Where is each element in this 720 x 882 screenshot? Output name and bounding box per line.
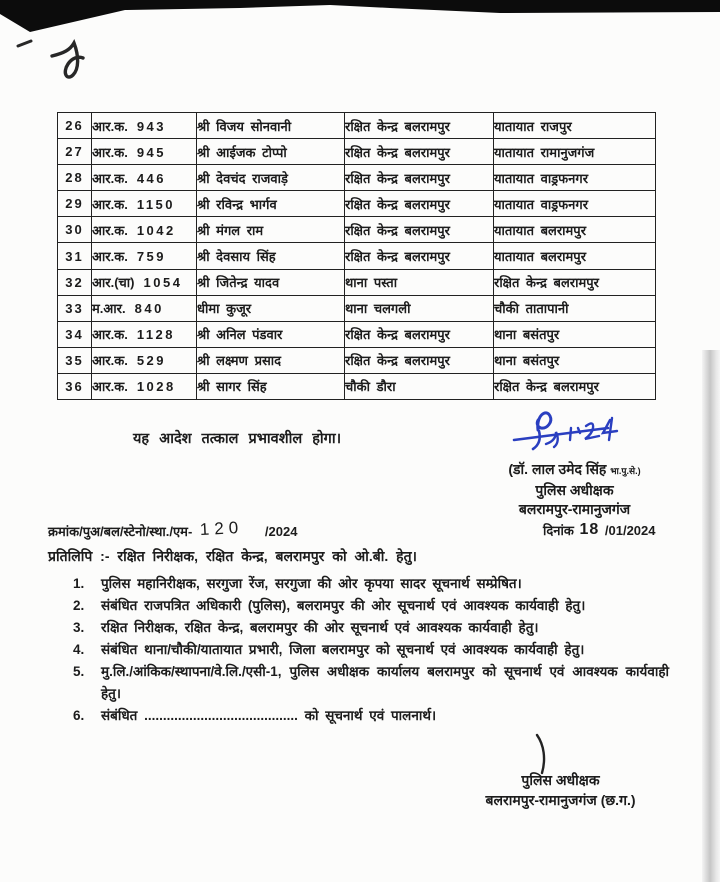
cell-posted-to: यातायात वाड्रफनगर xyxy=(494,191,656,217)
copy-list-item xyxy=(73,705,669,727)
cell-serial: 32 xyxy=(58,269,92,295)
cell-name: श्री अनिल पंडवार xyxy=(197,321,345,347)
reference-prefix: क्रमांक/पुअ/बल/स्टेनो/स्था./एम- xyxy=(48,524,193,539)
cell-posted-to: यातायात राजपुर xyxy=(494,113,656,139)
officer-name-line xyxy=(452,460,697,481)
cell-posted-from: रक्षित केन्द्र बलरामपुर xyxy=(345,243,494,269)
table-row xyxy=(58,165,656,191)
copy-list-item xyxy=(73,661,669,705)
date-line xyxy=(543,521,656,540)
cell-posted-from: रक्षित केन्द्र बलरामपुर xyxy=(345,217,494,243)
handwriting-mark-icon xyxy=(14,30,104,87)
cell-serial: 33 xyxy=(58,295,92,321)
cell-name: श्री देवसाय सिंह xyxy=(197,243,345,269)
copy-item-number: 1. xyxy=(73,576,85,591)
copy-item-number: 3. xyxy=(73,620,85,635)
cell-posted-from: चौकी डौरा xyxy=(345,373,494,399)
copy-item-number: 4. xyxy=(73,642,85,657)
cell-posted-from: थाना पस्ता xyxy=(345,269,494,295)
officer-signature-block xyxy=(452,460,697,519)
copy-list-item xyxy=(73,595,669,617)
cell-posted-to: यातायात बलरामपुर xyxy=(494,243,656,269)
date-day-handwritten: 18 xyxy=(579,521,600,538)
copy-list-item xyxy=(73,573,669,595)
reference-number-handwritten: 120 xyxy=(199,517,244,540)
table-row xyxy=(58,243,656,269)
cell-serial: 29 xyxy=(58,191,92,217)
cell-serial: 30 xyxy=(58,217,92,243)
signature-icon xyxy=(512,408,624,463)
cell-rank-number: आर.क. 1028 xyxy=(92,373,197,399)
scan-edge-top xyxy=(0,0,720,36)
reference-number-line xyxy=(48,517,298,541)
cell-serial: 26 xyxy=(58,113,92,139)
footer-district: बलरामपुर-रामानुजगंज (छ.ग.) xyxy=(485,792,636,808)
table-row xyxy=(58,139,656,165)
cell-rank-number: आर.क. 1128 xyxy=(92,321,197,347)
table-row xyxy=(58,373,656,399)
cell-name: श्री जितेन्द्र यादव xyxy=(197,269,345,295)
cell-name: श्री देवचंद राजवाड़े xyxy=(197,165,345,191)
cell-name: श्री रविन्द्र भार्गव xyxy=(197,191,345,217)
table-row xyxy=(58,269,656,295)
scan-edge-right xyxy=(702,350,720,882)
date-rest: /01/2024 xyxy=(604,523,656,538)
cell-name: धीमा कुजूर xyxy=(197,295,345,321)
cell-serial: 27 xyxy=(58,139,92,165)
table-row xyxy=(58,347,656,373)
cell-rank-number: म.आर. 840 xyxy=(92,295,197,321)
copy-to-line: प्रतिलिपि :- रक्षित निरीक्षक, रक्षित केन्द्र, बलरामपुर को ओ.बी. हेतु। xyxy=(48,548,417,564)
cell-posted-to: थाना बसंतपुर xyxy=(494,321,656,347)
copy-item-text: रक्षित निरीक्षक, रक्षित केन्द्र, बलरामपुर की ओर सूचनार्थ एवं आवश्यक कार्यवाही हेतु। xyxy=(101,620,539,635)
cell-serial: 36 xyxy=(58,373,92,399)
cell-serial: 31 xyxy=(58,243,92,269)
officer-district: बलरामपुर-रामानुजगंज xyxy=(518,501,631,517)
copy-item-text: संबंधित राजपत्रित अधिकारी (पुलिस), बलरामपुर की ओर सूचनार्थ एवं आवश्यक कार्यवाही हेतु। xyxy=(101,598,586,613)
officer-name: (डॉ. लाल उमेद सिंह xyxy=(508,461,607,477)
cell-name: श्री मंगल राम xyxy=(197,217,345,243)
footer-title: पुलिस अधीक्षक xyxy=(521,772,600,788)
cell-posted-from: रक्षित केन्द्र बलरामपुर xyxy=(345,139,494,165)
cell-rank-number: आर.क. 529 xyxy=(92,347,197,373)
cell-rank-number: आर.क. 943 xyxy=(92,113,197,139)
cell-rank-number: आर.क. 1150 xyxy=(92,191,197,217)
cell-posted-from: रक्षित केन्द्र बलरामपुर xyxy=(345,321,494,347)
cell-rank-number: आर.(चा) 1054 xyxy=(92,269,197,295)
cell-serial: 34 xyxy=(58,321,92,347)
cell-serial: 28 xyxy=(58,165,92,191)
cell-name: श्री लक्ष्मण प्रसाद xyxy=(197,347,345,373)
cell-posted-from: रक्षित केन्द्र बलरामपुर xyxy=(345,347,494,373)
copy-item-number: 6. xyxy=(73,708,85,723)
copy-list xyxy=(73,573,669,727)
order-effective-line: यह आदेश तत्काल प्रभावशील होगा। xyxy=(133,431,342,447)
cell-rank-number: आर.क. 759 xyxy=(92,243,197,269)
footer-designation-block xyxy=(428,770,693,810)
officer-title: पुलिस अधीक्षक xyxy=(535,482,614,498)
copy-item-text: संबंधित ......................................... को सूचनार्थ एवं पालनार्थ। xyxy=(101,708,437,723)
table-row xyxy=(58,191,656,217)
cell-posted-to: यातायात बलरामपुर xyxy=(494,217,656,243)
table-row xyxy=(58,321,656,347)
transfer-table-body xyxy=(58,113,656,400)
cell-posted-from: थाना चलगली xyxy=(345,295,494,321)
cell-posted-to: रक्षित केन्द्र बलरामपुर xyxy=(494,373,656,399)
officer-service: भा.पु.से.) xyxy=(610,466,641,476)
cell-posted-from: रक्षित केन्द्र बलरामपुर xyxy=(345,191,494,217)
cell-name: श्री आईजक टोप्पो xyxy=(197,139,345,165)
date-label: दिनांक xyxy=(543,523,574,538)
copy-item-text: पुलिस महानिरीक्षक, सरगुजा रेंज, सरगुजा की ओर कृपया सादर सूचनार्थ सम्प्रेषित। xyxy=(101,576,522,591)
table-row xyxy=(58,295,656,321)
cell-posted-to: यातायात रामानुजगंज xyxy=(494,139,656,165)
transfer-table xyxy=(57,112,656,400)
cell-posted-to: यातायात वाड्रफनगर xyxy=(494,165,656,191)
reference-row xyxy=(0,517,720,543)
cell-posted-to: थाना बसंतपुर xyxy=(494,347,656,373)
copy-item-number: 2. xyxy=(73,598,85,613)
cell-name: श्री विजय सोनवानी xyxy=(197,113,345,139)
copy-item-text: संबंधित थाना/चौकी/यातायात प्रभारी, जिला बलरामपुर को सूचनार्थ एवं आवश्यक कार्यवाही हेतु। xyxy=(101,642,585,657)
reference-year: /2024 xyxy=(264,524,298,539)
cell-posted-to: चौकी तातापानी xyxy=(494,295,656,321)
copy-item-text: मु.लि./आंकिक/स्थापना/वे.लि./एसी-1, पुलिस अधीक्षक कार्यालय बलरामपुर को सूचनार्थ एवं आवश्यक कार्यवाही हेतु। xyxy=(101,664,669,701)
copy-list-item xyxy=(73,639,669,661)
copy-item-number: 5. xyxy=(73,664,85,679)
copy-list-item xyxy=(73,617,669,639)
cell-rank-number: आर.क. 945 xyxy=(92,139,197,165)
cell-posted-from: रक्षित केन्द्र बलरामपुर xyxy=(345,165,494,191)
cell-posted-to: रक्षित केन्द्र बलरामपुर xyxy=(494,269,656,295)
cell-posted-from: रक्षित केन्द्र बलरामपुर xyxy=(345,113,494,139)
table-row xyxy=(58,217,656,243)
cell-serial: 35 xyxy=(58,347,92,373)
cell-rank-number: आर.क. 446 xyxy=(92,165,197,191)
cell-rank-number: आर.क. 1042 xyxy=(92,217,197,243)
cell-name: श्री सागर सिंह xyxy=(197,373,345,399)
table-row xyxy=(58,113,656,139)
